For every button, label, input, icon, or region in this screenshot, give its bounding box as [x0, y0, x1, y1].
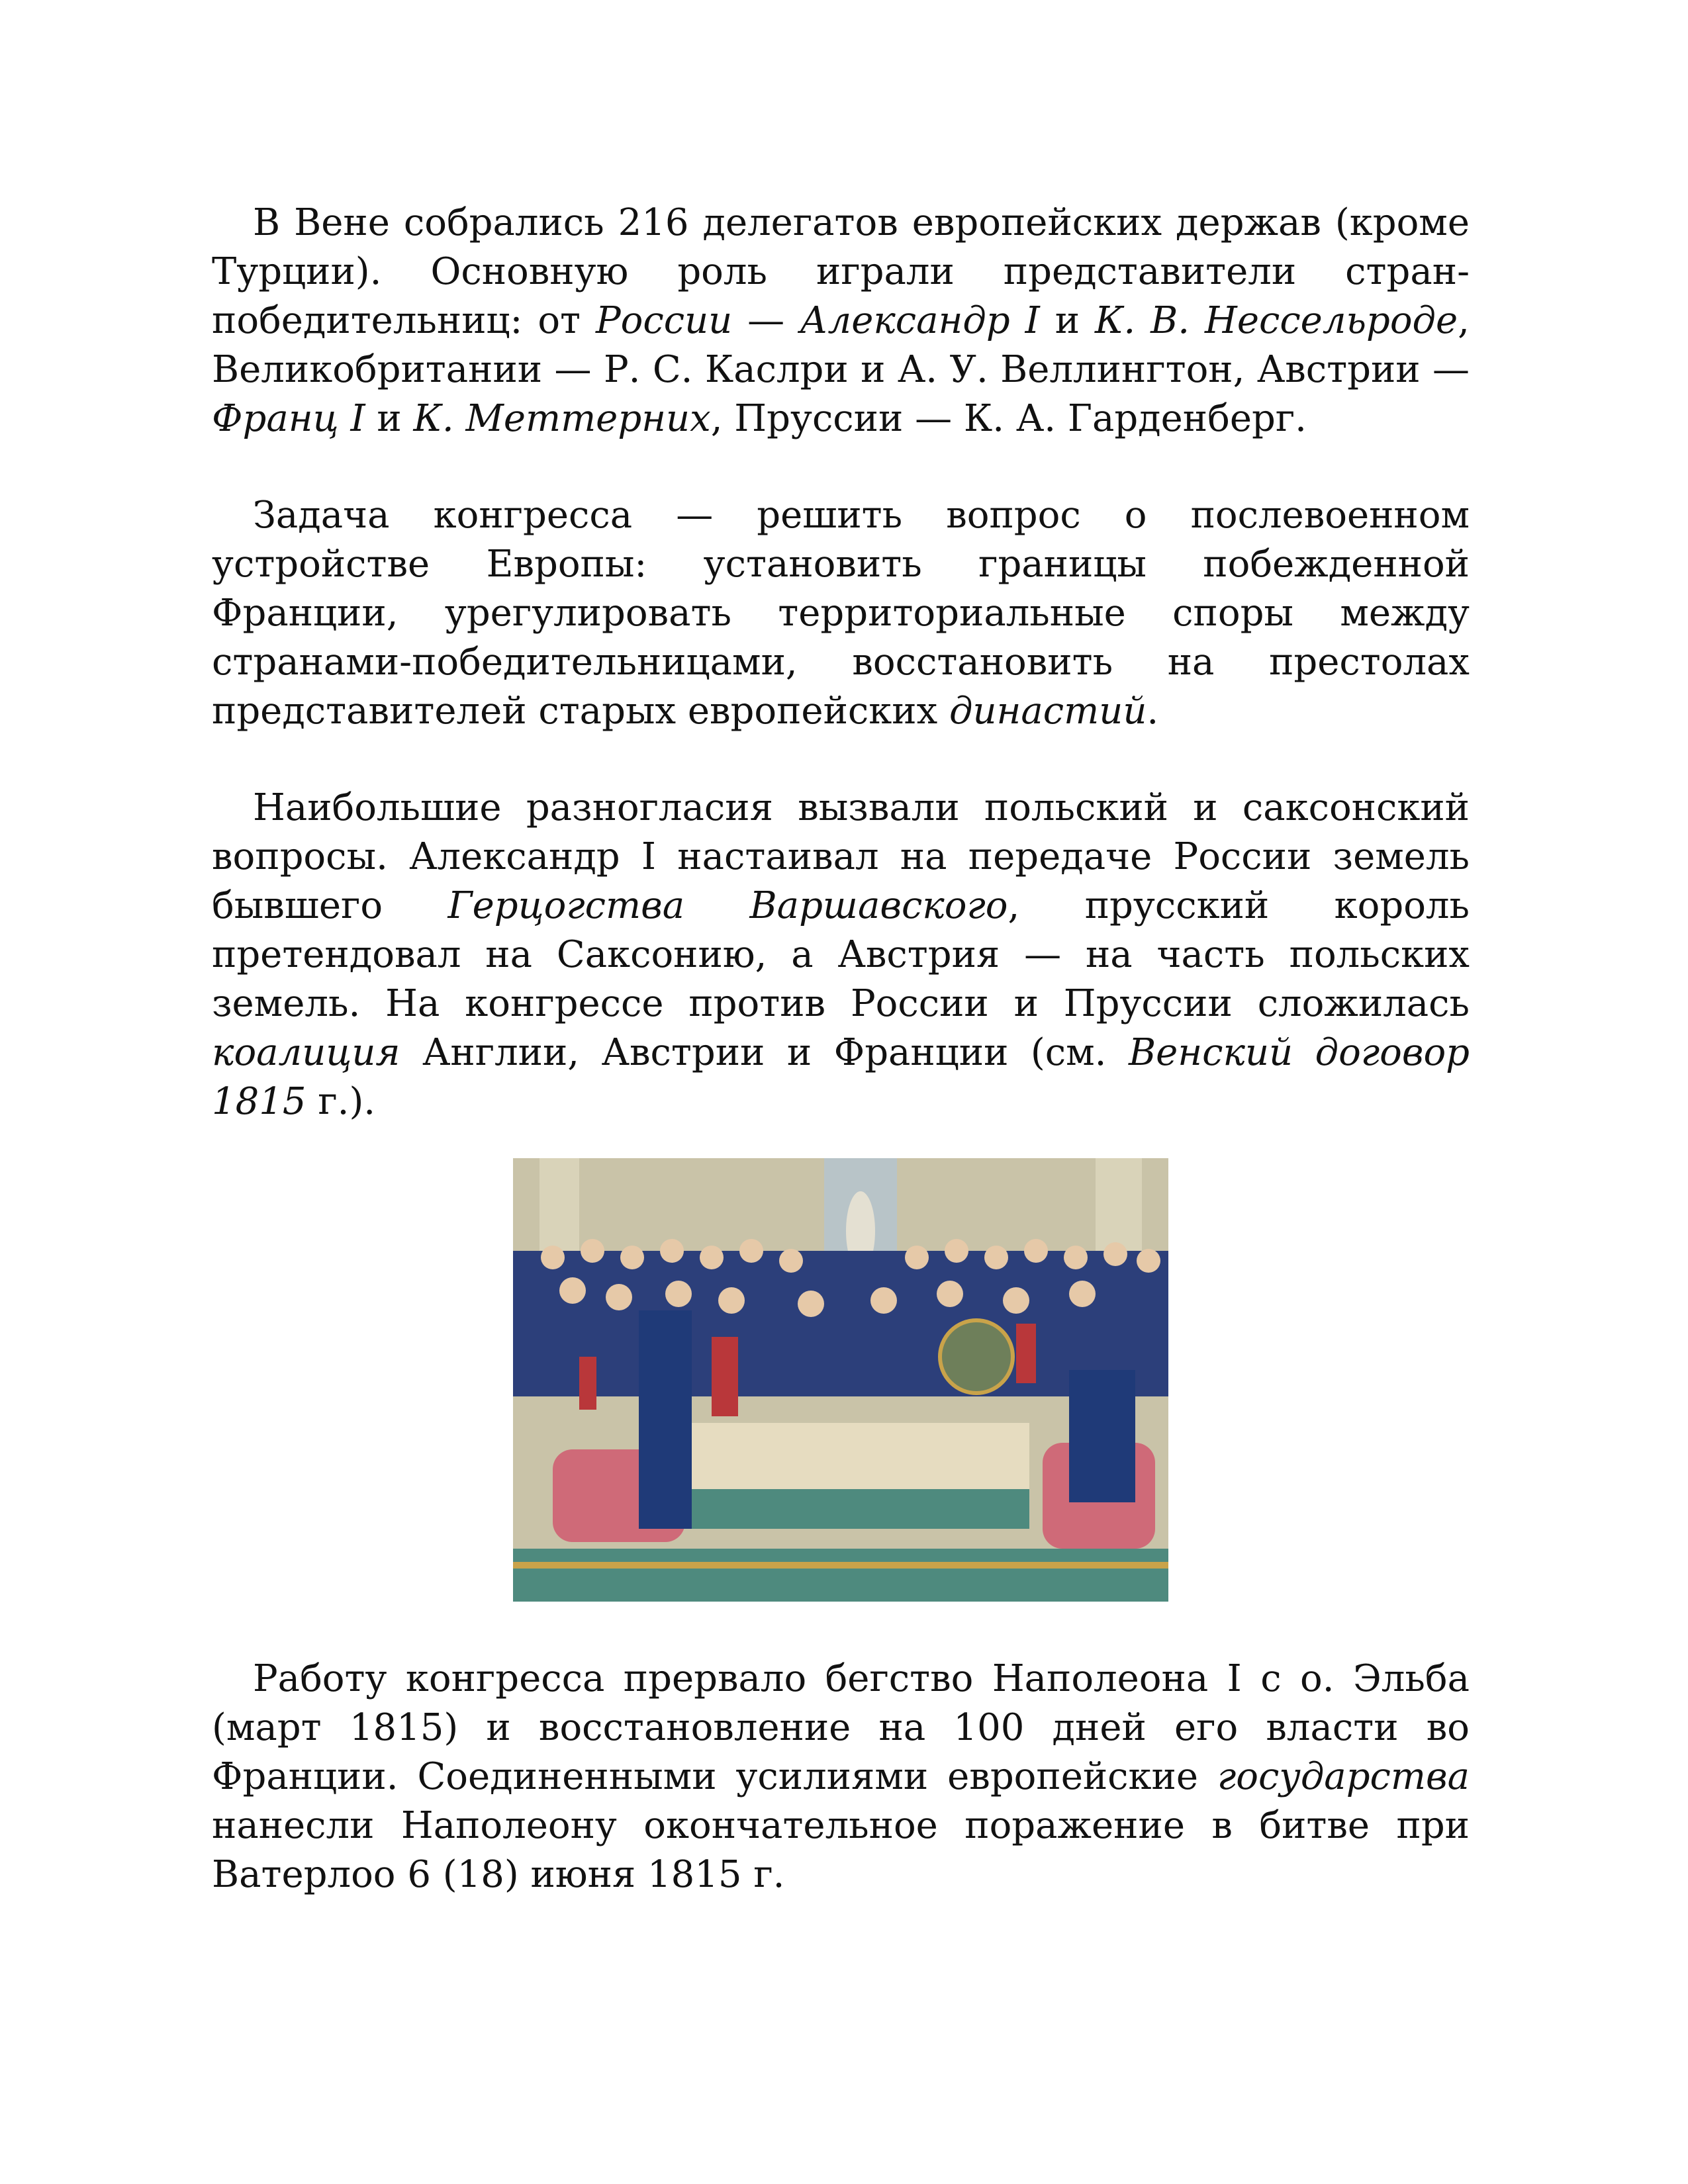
illustration-floor-pattern	[513, 1562, 1168, 1569]
text-run: и	[365, 397, 414, 440]
italic-term: династий	[949, 690, 1147, 733]
text-run: Работу конгресса прервало бегство Наполеона I с о. Эльба (март 1815) и восстановление на 100 дней его власти во Франции. Соединенными усилиями европейские	[212, 1657, 1470, 1798]
congress-of-vienna-illustration	[513, 1158, 1168, 1602]
text-run: г.).	[306, 1080, 376, 1123]
italic-term: коалиция	[212, 1031, 400, 1074]
text-run: , Великобритании — Р. С. Каслри и А. У. Веллингтон, Австрии —	[212, 299, 1470, 391]
illustration-globe	[940, 1320, 1013, 1393]
text-run: нанесли Наполеону окончательное поражение в битве при Ватерлоо 6 (18) июня 1815 г.	[212, 1804, 1470, 1896]
paragraph-delegates	[212, 199, 1470, 443]
italic-term: К. Меттерних	[413, 397, 711, 440]
text-run: Задача конгресса — решить вопрос о послевоенном устройстве Европы: установить границы побежденной Франции, урегулировать территориальные споры между странами-победительницами, восстановить на престолах представителей старых европейских	[212, 494, 1470, 733]
illustration-seated-figure	[1069, 1370, 1135, 1502]
text-run: Англии, Австрии и Франции (см.	[400, 1031, 1129, 1074]
paragraph-congress-task	[212, 491, 1470, 736]
italic-term: государства	[1217, 1755, 1470, 1798]
italic-term: Франц I	[212, 397, 365, 440]
italic-term: России	[595, 299, 733, 342]
text-run: .	[1147, 690, 1159, 733]
italic-term: Герцогства Варшавского	[447, 884, 1008, 927]
document-page	[212, 199, 1470, 1899]
text-run: , Пруссии — К. А. Гарденберг.	[710, 397, 1307, 440]
illustration-canvas	[513, 1158, 1168, 1602]
text-run: В Вене собрались 216 делегатов европейских держав (кроме Турции). Основную роль играли представители стран-победительниц: от	[212, 201, 1470, 342]
paragraph-disagreements	[212, 784, 1470, 1126]
paragraph-napoleon-return	[212, 1655, 1470, 1899]
italic-term: К. В. Нессельроде	[1095, 299, 1458, 342]
text-run: —	[732, 299, 800, 342]
text-run: , прусский король претендовал на Саксонию, а Австрия — на часть польских земель. На конгрессе против России и Пруссии сложилась	[212, 884, 1470, 1025]
illustration-floor	[513, 1549, 1168, 1602]
text-run: и	[1039, 299, 1096, 342]
italic-term: Александр I	[800, 299, 1040, 342]
italic-term: Венский договор 1815	[212, 1031, 1470, 1123]
illustration-standing-figure	[639, 1310, 692, 1529]
text-run: Наибольшие разногласия вызвали польский и саксонский вопросы. Александр I настаивал на передаче России земель бывшего	[212, 786, 1470, 927]
illustration-tablecloth-trim	[685, 1489, 1029, 1529]
